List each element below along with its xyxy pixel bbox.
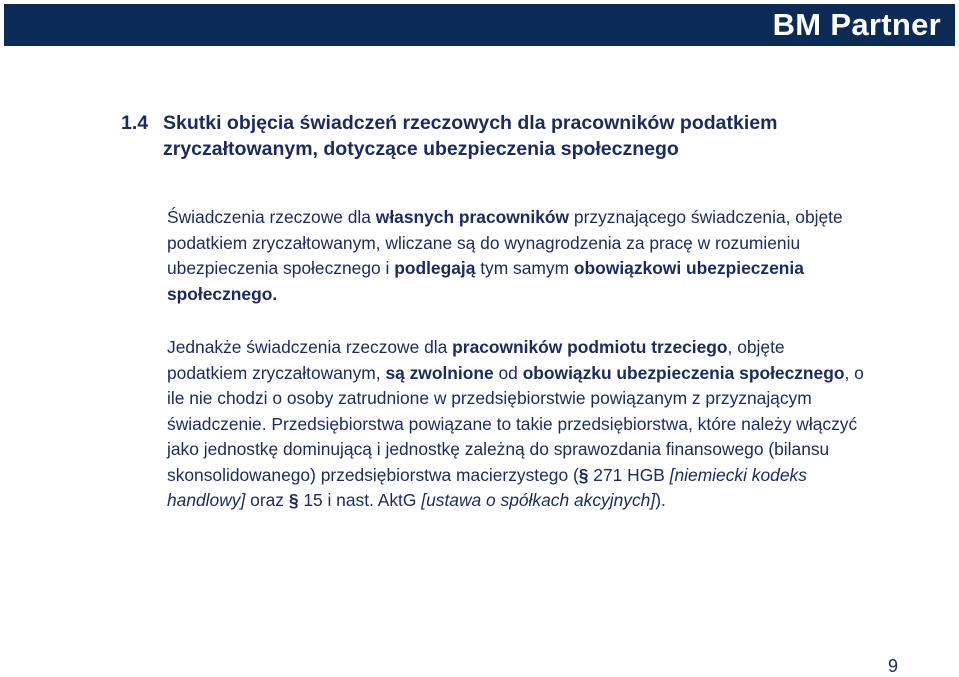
text-segment: , o ile nie chodzi o osoby zatrudnione w przedsiębiorstwie powiązanym z przyznającym świadczenie. Przedsiębiorstwa powiązane to takie przedsiębiorstwa, które należy włączyć jako jednostkę dominującą i jednostkę zależną do sprawozdania finansowego (bilansu skonsolidowanego) przedsiębiorstwa macierzystego (: [167, 362, 864, 485]
section-title-line1: Skutki objęcia świadczeń rzeczowych dla pracowników podatkiem: [163, 112, 778, 134]
text-segment: 15 i nast. AktG: [298, 490, 422, 510]
section-number: 1.4: [121, 112, 149, 134]
header-bar: [4, 4, 955, 46]
paragraph-own-employees: [167, 205, 867, 307]
text-segment-bold: obowiązkowi ubezpieczenia społecznego.: [167, 258, 804, 304]
paragraph-third-party-employees: [167, 335, 867, 514]
text-segment-bold: są zwolnione: [385, 362, 494, 383]
text-segment: Świadczenia rzeczowe dla: [167, 207, 376, 227]
section-sign: §: [288, 490, 299, 510]
text-segment: od: [493, 362, 523, 383]
text-segment-bold: obowiązku ubezpieczenia społecznego: [522, 362, 845, 383]
text-segment-bold: własnych pracowników: [375, 207, 570, 227]
text-segment-bold: podlegają: [394, 258, 476, 278]
section-title: [121, 110, 881, 162]
text-segment: ).: [655, 490, 666, 510]
section-title-line2: zryczałtowanym, dotyczące ubezpieczenia społecznego: [163, 138, 679, 160]
page-number: 9: [887, 656, 898, 676]
text-segment: Jednakże świadczenia rzeczowe dla: [167, 337, 453, 357]
text-segment-italic: [ustawa o spółkach akcyjnych]: [421, 490, 656, 510]
text-segment-bold: pracowników podmiotu trzeciego: [452, 337, 728, 357]
text-segment: oraz: [245, 490, 289, 510]
text-segment: przyznającego świadczenia, objęte podatkiem zryczałtowanym, wliczane są do wynagrodzenia za pracę w rozumieniu ubezpieczenia społecznego i: [167, 207, 843, 278]
text-segment: 271 HGB: [588, 464, 670, 485]
brand-logo-text: BM Partner: [772, 7, 941, 42]
section-sign: §: [578, 464, 589, 485]
text-segment: tym samym: [475, 258, 574, 278]
text-segment: , objęte podatkiem zryczałtowanym,: [167, 337, 785, 383]
text-segment-italic: [niemiecki kodeks handlowy]: [167, 464, 807, 510]
